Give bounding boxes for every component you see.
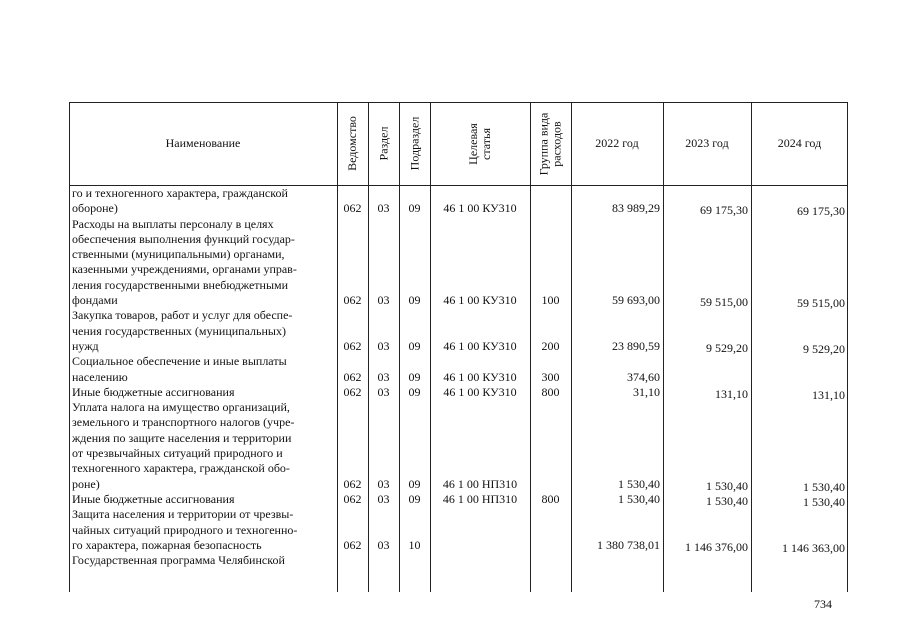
header-podrazdel-text: Подраздел [407, 116, 422, 171]
cell-podr: 09 [408, 201, 421, 216]
cell-v2022: 83 989,29 [612, 201, 660, 216]
cell-cel: 46 1 00 НП310 [442, 492, 518, 506]
header-celevaya-line2: статья [478, 127, 493, 160]
row-name-line: Государственная программа Челябинской [72, 553, 285, 568]
page-number: 734 [814, 597, 832, 611]
cell-v2022: 1 530,40 [618, 476, 660, 491]
header-vedomstvo [337, 102, 368, 185]
row-name-line: казенными учреждениями, органами управ- [72, 262, 297, 277]
cell-v2022: 1 380 738,01 [597, 537, 660, 552]
cell-grp: 800 [541, 492, 560, 506]
row-name [72, 186, 334, 217]
cell-v2023: 131,10 [715, 386, 748, 401]
budget-table [69, 102, 848, 592]
cell-v2024: 9 529,20 [803, 342, 845, 356]
cell-ved: 062 [343, 339, 362, 353]
cell-razd: 03 [377, 476, 390, 491]
cell-grp: 300 [541, 369, 560, 384]
cell-razd: 03 [377, 384, 390, 399]
table-top-border [69, 102, 848, 103]
header-2024: 2024 год [777, 136, 822, 150]
row-name-line: го характера, пожарная безопасность [72, 537, 262, 552]
cell-ved: 062 [343, 369, 362, 384]
row-name-line: Иные бюджетные ассигнования [72, 492, 235, 506]
row-name-line: Защита населения и территории от чрезвы- [72, 507, 294, 522]
header-celevaya-text [467, 123, 493, 165]
row-name-line: нужд [72, 338, 99, 353]
cell-razd: 03 [377, 339, 390, 353]
row-name-line: чайных ситуаций природного и техногенно- [72, 522, 298, 537]
header-vedomstvo-text: Ведомство [345, 116, 360, 171]
header-celevaya-line1: Целевая [465, 122, 480, 165]
header-gruppa-vida-rashodov [530, 102, 571, 185]
cell-podr: 09 [408, 476, 421, 491]
header-razdel-text: Раздел [376, 126, 391, 161]
header-2022: 2022 год [595, 136, 639, 150]
row-name [72, 308, 334, 354]
cell-cel: 46 1 00 КУ310 [443, 293, 517, 308]
row-name-line: ственными (муниципальными) органами, [72, 247, 285, 262]
row-name-line: населению [72, 369, 128, 384]
row-name [72, 400, 334, 492]
row-name-line: фондами [72, 293, 118, 308]
cell-razd: 03 [377, 293, 390, 308]
row-name-line: Уплата налога на имущество организаций, [72, 400, 290, 415]
cell-v2024: 1 530,40 [803, 479, 845, 494]
cell-ved: 062 [343, 537, 362, 552]
row-name-line: Расходы на выплаты персоналу в целях [72, 216, 274, 231]
cell-v2023: 59 515,00 [700, 295, 748, 310]
header-razdel [368, 102, 399, 185]
cell-grp: 800 [541, 384, 560, 399]
cell-podr: 09 [408, 293, 421, 308]
cell-ved: 062 [343, 492, 362, 506]
header-gruppa-text [538, 112, 564, 175]
row-name [72, 385, 334, 400]
row-name [72, 553, 334, 568]
cell-v2022: 59 693,00 [612, 293, 660, 308]
row-name [72, 507, 334, 553]
cell-v2023: 1 530,40 [706, 478, 748, 493]
cell-ved: 062 [343, 201, 362, 216]
cell-razd: 03 [377, 369, 390, 384]
cell-podr: 09 [408, 384, 421, 399]
row-name-line: ления государственными внебюджетными [72, 277, 289, 292]
row-name-line: го и техногенного характера, гражданской [72, 186, 288, 200]
row-name-line: роне) [72, 476, 100, 491]
col-border-0 [69, 102, 70, 592]
row-name-line: чения государственных (муниципальных) [72, 323, 286, 338]
cell-podr: 09 [408, 369, 421, 384]
cell-v2024: 1 146 363,00 [782, 540, 845, 555]
cell-grp: 200 [541, 339, 560, 353]
row-name-line: Закупка товаров, работ и услуг для обеспе- [72, 308, 293, 323]
col-border-9 [847, 102, 848, 592]
cell-cel: 46 1 00 НП310 [442, 476, 518, 491]
cell-ved: 062 [343, 384, 362, 399]
header-celevaya-statya [430, 102, 530, 185]
cell-cel: 46 1 00 КУ310 [443, 339, 517, 353]
cell-grp: 100 [541, 293, 560, 308]
header-gruppa-line1: Группа вида [536, 112, 551, 175]
cell-podr: 09 [408, 339, 421, 353]
row-name [72, 217, 334, 309]
cell-v2023: 1 146 376,00 [685, 539, 748, 554]
cell-cel: 46 1 00 КУ310 [443, 369, 517, 384]
cell-podr: 10 [408, 537, 421, 552]
cell-ved: 062 [343, 476, 362, 491]
cell-v2023: 1 530,40 [706, 494, 748, 508]
cell-v2024: 131,10 [812, 387, 845, 402]
cell-v2022: 31,10 [633, 384, 660, 399]
row-name-line: Социальное обеспечение и иные выплаты [72, 354, 287, 369]
cell-cel: 46 1 00 КУ310 [443, 201, 517, 216]
cell-cel: 46 1 00 КУ310 [443, 384, 517, 399]
cell-razd: 03 [377, 201, 390, 216]
header-gruppa-line2: расходов [549, 120, 564, 167]
row-name-line: техногенного характера, гражданской обо- [72, 461, 290, 476]
cell-razd: 03 [377, 492, 390, 506]
cell-v2022: 23 890,59 [612, 339, 660, 353]
cell-v2022: 1 530,40 [618, 492, 660, 506]
row-name-line: обороне) [72, 201, 118, 216]
cell-v2022: 374,60 [627, 369, 660, 384]
row-name-line: обеспечения выполнения функций государ- [72, 231, 295, 246]
row-name [72, 354, 334, 385]
row-name-line: земельного и транспортного налогов (учре- [72, 415, 295, 430]
row-name-line: Иные бюджетные ассигнования [72, 384, 235, 399]
cell-razd: 03 [377, 537, 390, 552]
cell-v2024: 69 175,30 [797, 204, 845, 219]
cell-v2023: 9 529,20 [706, 341, 748, 355]
cell-v2024: 1 530,40 [803, 495, 845, 509]
header-2023: 2023 год [685, 136, 729, 150]
cell-podr: 09 [408, 492, 421, 506]
cell-ved: 062 [343, 293, 362, 308]
cell-v2023: 69 175,30 [700, 203, 748, 218]
header-name: Наименование [165, 136, 241, 150]
row-name-line: ждения по защите населения и территории [72, 430, 292, 445]
row-name [72, 492, 334, 507]
header-podrazdel [399, 102, 430, 185]
row-name-line: от чрезвычайных ситуаций природного и [72, 446, 283, 461]
cell-v2024: 59 515,00 [797, 296, 845, 311]
